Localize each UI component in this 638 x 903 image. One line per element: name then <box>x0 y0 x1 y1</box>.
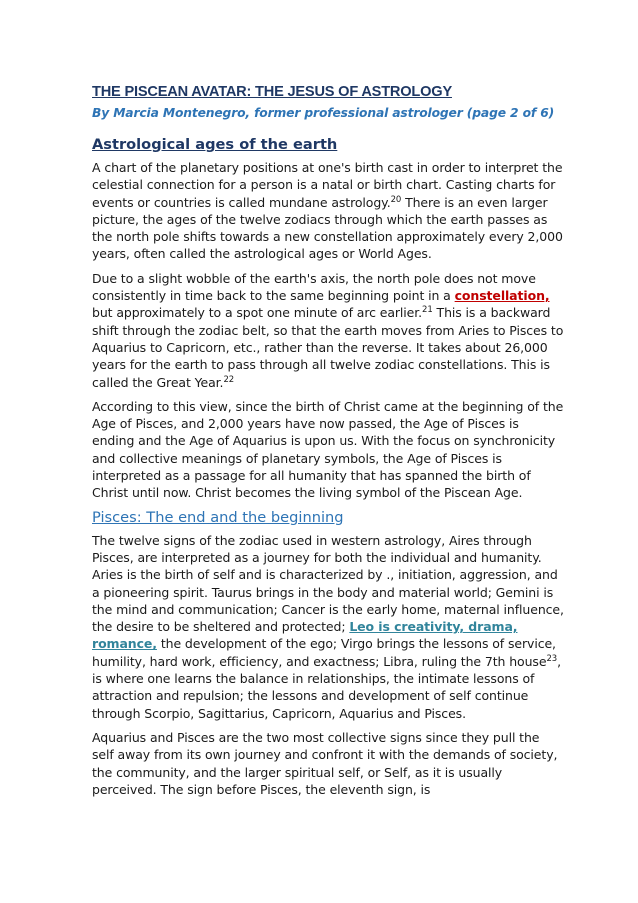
footnote-ref[interactable]: 23 <box>546 653 558 664</box>
leo-link[interactable]: Leo is creativity, drama, romance, <box>92 619 518 652</box>
paragraph: According to this view, since the birth of Christ came at the beginning of the Age of Pisces, and 2,000 years have now passed, the Age of Pisces is ending and the Age of Aquarius is upon us. With the focus on synchronicity and collective meanings of planetary symbols, the Age of Pisces is interpreted as a passage for all humanity that has spanned the birth of Christ until now. Christ becomes the living symbol of the Piscean Age. <box>92 398 564 501</box>
document-title: THE PISCEAN AVATAR: THE JESUS OF ASTROLOGY <box>92 84 452 100</box>
paragraph <box>92 270 564 391</box>
section-heading-astrological-ages: Astrological ages of the earth <box>92 136 338 153</box>
paragraph-text: This is a backward shift through the zodiac belt, so that the earth moves from Aries to Pisces to Aquarius to Capricorn, etc., rather than the reverse. It takes about 26,000 years for the earth to pass through all twelve zodiac constellations. This is called the Great Year. <box>92 305 564 390</box>
paragraph: Aquarius and Pisces are the two most collective signs since they pull the self away from its own journey and confront it with the demands of society, the community, and the larger spiritual self, or Self, as it is usually perceived. The sign before Pisces, the eleventh sign, is <box>92 729 558 797</box>
paragraph-text: A chart of the planetary positions at one's birth cast in order to interpret the celestial connection for a person is a natal or birth chart. Casting charts for events or countries is called mundane astrology. <box>92 160 563 210</box>
paragraph-text: There is an even larger picture, the ages of the twelve zodiacs through which the earth passes as the north pole shifts towards a new constellation approximately every 2,000 years, often called the astrological ages or World Ages. <box>92 194 563 262</box>
constellation-link[interactable]: constellation, <box>454 288 550 304</box>
footnote-ref[interactable]: 21 <box>422 305 433 316</box>
paragraph-text: but approximately to a spot one minute of arc earlier. <box>92 305 423 321</box>
footnote-ref[interactable]: 22 <box>223 374 235 385</box>
paragraph <box>92 532 564 722</box>
footnote-ref[interactable]: 20 <box>390 194 402 205</box>
paragraph-text: Due to a slight wobble of the earth's axis, the north pole does not move consistently in time back to the same beginning point in a <box>92 270 536 304</box>
paragraph-text: , is where one learns the balance in relationships, the intimate lessons of attraction and repulsion; the lessons and development of self continue through Scorpio, Sagittarius, Capricorn, Aquarius and Pisces. <box>92 653 561 721</box>
author-byline: By Marcia Montenegro, former professional astrologer (page 2 of 6) <box>92 106 555 120</box>
paragraph <box>92 159 564 263</box>
paragraph-text: The twelve signs of the zodiac used in western astrology, Aires through Pisces, are interpreted as a journey for both the individual and humanity. Aries is the birth of self and is characterized by ., initiation, aggression, and a pioneering spirit. Taurus brings in the body and material world; Gemini is the mind and communication; Cancer is the early home, maternal influence, the desire to be sheltered and protected; <box>92 532 564 635</box>
paragraph-text: the development of the ego; Virgo brings the lessons of service, humility, hard work, efficiency, and exactness; Libra, ruling the 7th house <box>92 636 556 669</box>
section-heading-pisces: Pisces: The end and the beginning <box>92 508 344 526</box>
